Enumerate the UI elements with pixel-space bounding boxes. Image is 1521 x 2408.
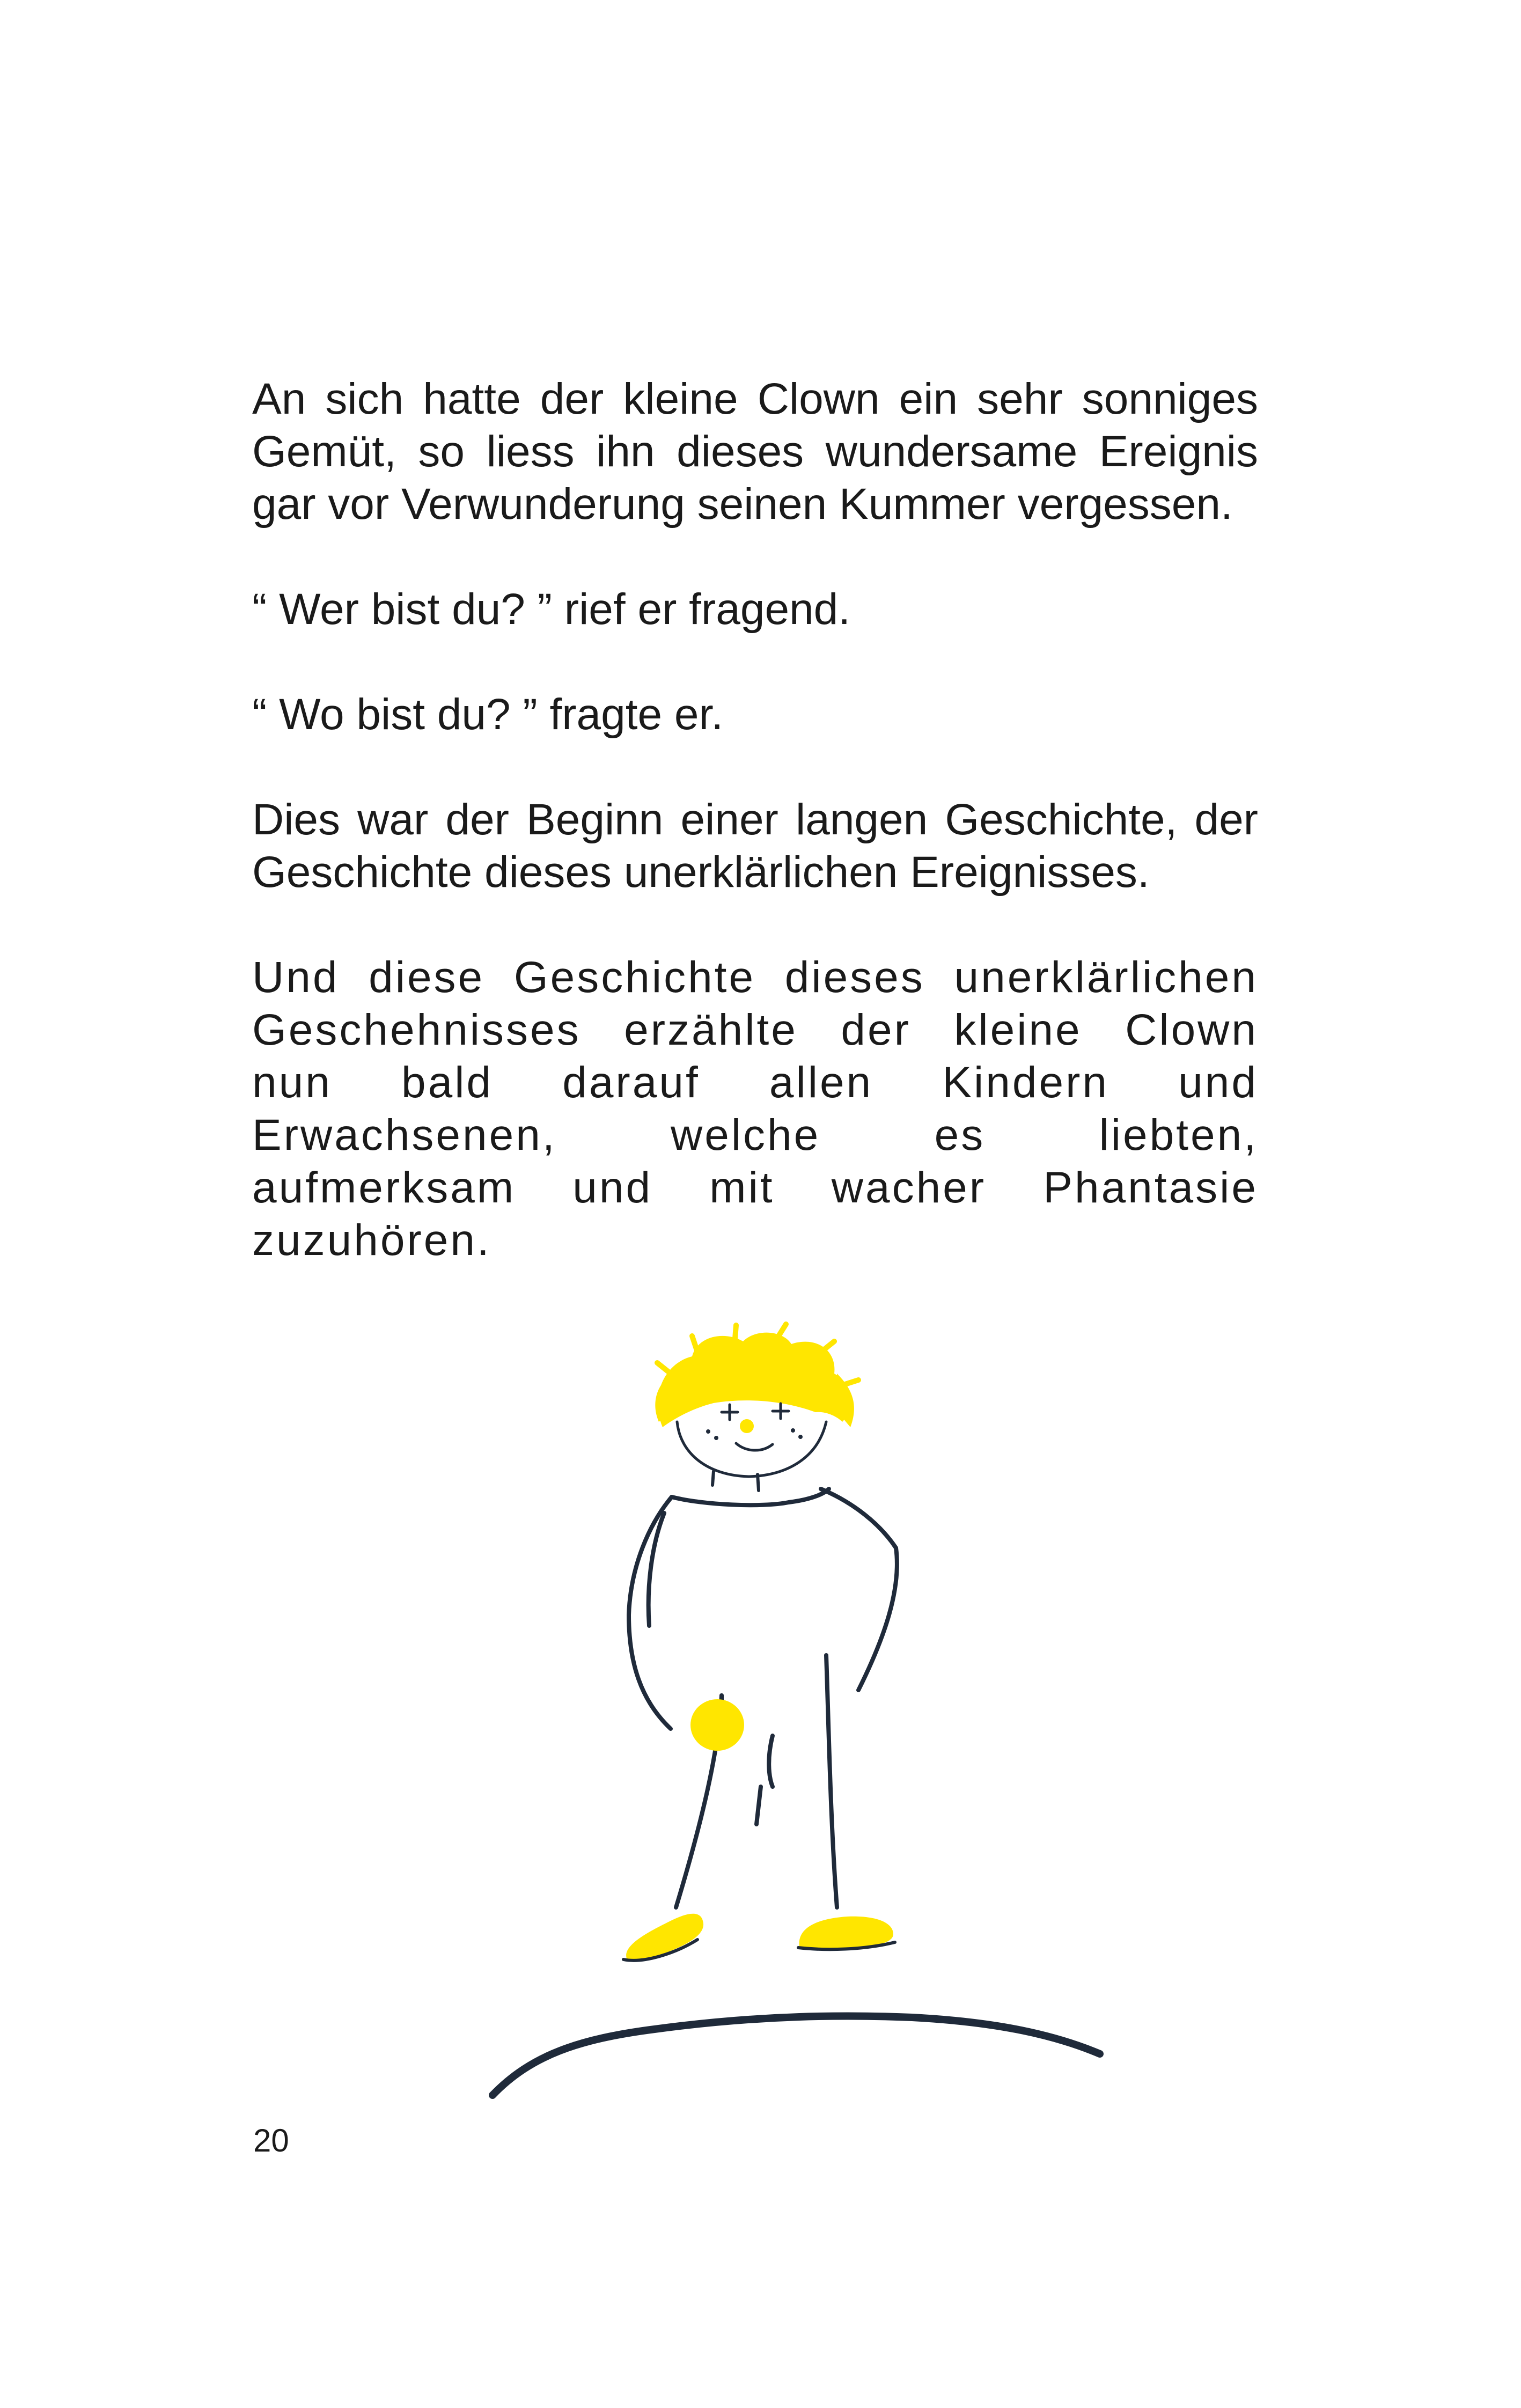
clown-neck xyxy=(712,1471,759,1491)
clown-body xyxy=(629,1489,897,1907)
paragraph-5: Und diese Geschichte dieses unerklärlichen Geschehnisses erzählte der kleine Clown nun bald darauf allen Kindern und Erwachsenen, welche es liebten, aufmerksam und mit wacher Phantasie zuzuhören. xyxy=(252,953,1258,1265)
paragraph-3: “ Wo bist du? ” fragte er. xyxy=(252,690,724,739)
paragraph-4: Dies war der Beginn einer langen Geschichte, der Geschichte dieses unerklärlichen Ereignisses. xyxy=(252,795,1258,897)
clown-face xyxy=(677,1404,826,1477)
paragraph-2: “ Wer bist du? ” rief er fragend. xyxy=(252,585,851,634)
clown-freckles xyxy=(706,1428,803,1440)
clown-hand xyxy=(690,1699,744,1751)
page-number: 20 xyxy=(253,2123,289,2159)
clown-nose xyxy=(740,1419,754,1433)
ground-arc xyxy=(493,2016,1100,2095)
paragraph-1: An sich hatte der kleine Clown ein sehr sonniges Gemüt, so liess ihn dieses wundersame Ereignis gar vor Verwunderung seinen Kummer vergessen. xyxy=(252,375,1258,528)
